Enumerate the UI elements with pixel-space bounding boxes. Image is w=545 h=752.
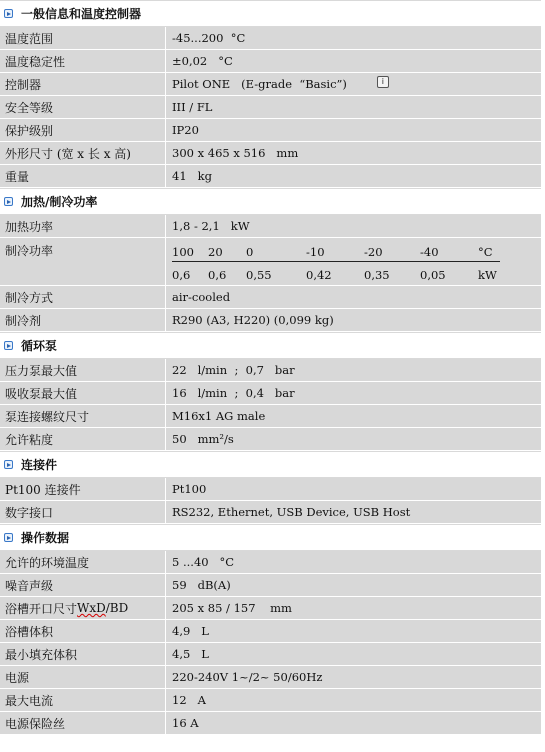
row-label: 保护级别 bbox=[0, 119, 166, 141]
row-label: 重量 bbox=[0, 165, 166, 187]
table-row bbox=[0, 428, 541, 451]
cooling-temp: -10 bbox=[306, 244, 325, 259]
controller-value: Pilot ONE (E-grade “Basic”) bbox=[172, 77, 347, 91]
cooling-power-row bbox=[172, 262, 500, 284]
spellcheck-word: WxD bbox=[77, 601, 106, 615]
section-title: 循环泵 bbox=[21, 339, 58, 353]
cooling-power-unit: kW bbox=[478, 267, 497, 282]
table-row bbox=[0, 309, 541, 332]
table-row bbox=[0, 643, 541, 666]
section-header-connections[interactable] bbox=[0, 451, 541, 478]
table-row bbox=[0, 215, 541, 238]
row-label: 吸收泵最大值 bbox=[0, 382, 166, 404]
row-label: 允许的环境温度 bbox=[0, 551, 166, 573]
section-title: 加热/制冷功率 bbox=[21, 195, 98, 209]
row-value: -45...200 °C bbox=[172, 31, 246, 45]
row-value: 59 dB(A) bbox=[172, 578, 231, 592]
cooling-power: 0,42 bbox=[306, 267, 332, 282]
table-row bbox=[0, 620, 541, 643]
row-label: 压力泵最大值 bbox=[0, 359, 166, 381]
row-value: III / FL bbox=[172, 100, 213, 114]
section-header-general[interactable] bbox=[0, 0, 541, 27]
row-value: air-cooled bbox=[172, 290, 231, 304]
row-label: 最小填充体积 bbox=[0, 643, 166, 665]
row-value: M16x1 AG male bbox=[172, 409, 266, 423]
row-value: 205 x 85 / 157 mm bbox=[172, 601, 292, 615]
table-row bbox=[0, 382, 541, 405]
row-value: ±0,02 °C bbox=[172, 54, 233, 68]
section-title: 连接件 bbox=[21, 458, 58, 472]
table-row bbox=[0, 165, 541, 188]
row-value: 4,5 L bbox=[172, 647, 209, 661]
cooling-power-table bbox=[166, 238, 500, 284]
row-label: 电源保险丝 bbox=[0, 712, 166, 734]
table-row bbox=[0, 574, 541, 597]
cooling-temp-row bbox=[172, 242, 500, 262]
section-title: 一般信息和温度控制器 bbox=[21, 7, 142, 21]
section-header-pump[interactable] bbox=[0, 332, 541, 359]
table-row bbox=[0, 478, 541, 501]
cooling-power: 0,6 bbox=[172, 267, 191, 282]
table-row bbox=[0, 666, 541, 689]
table-row bbox=[0, 286, 541, 309]
row-label: 最大电流 bbox=[0, 689, 166, 711]
section-expand-icon[interactable] bbox=[4, 341, 13, 350]
row-label: Pt100 连接件 bbox=[0, 478, 166, 500]
table-row bbox=[0, 359, 541, 382]
row-label: 温度范围 bbox=[0, 27, 166, 49]
row-label: 加热功率 bbox=[0, 215, 166, 237]
row-value: 16 l/min ; 0,4 bar bbox=[172, 386, 295, 400]
section-expand-icon[interactable] bbox=[4, 197, 13, 206]
row-value: 12 A bbox=[172, 693, 206, 707]
row-value: 41 kg bbox=[172, 169, 212, 183]
cooling-temp: 0 bbox=[246, 244, 254, 259]
row-value: 4,9 L bbox=[172, 624, 209, 638]
row-label: 制冷剂 bbox=[0, 309, 166, 331]
row-label-bath-opening bbox=[0, 597, 166, 619]
cooling-temp: 20 bbox=[208, 244, 223, 259]
cooling-temp: 100 bbox=[172, 244, 194, 259]
row-value: 220-240V 1~/2~ 50/60Hz bbox=[172, 670, 323, 684]
table-row bbox=[0, 689, 541, 712]
row-value: RS232, Ethernet, USB Device, USB Host bbox=[172, 505, 411, 519]
label-text: /BD bbox=[105, 601, 129, 615]
row-label: 噪音声级 bbox=[0, 574, 166, 596]
row-value: R290 (A3, H220) (0,099 kg) bbox=[172, 313, 334, 327]
row-value: 5 ...40 °C bbox=[172, 555, 235, 569]
cooling-power: 0,6 bbox=[208, 267, 227, 282]
info-icon[interactable]: i bbox=[377, 76, 389, 88]
table-row bbox=[0, 405, 541, 428]
cooling-power: 0,55 bbox=[246, 267, 272, 282]
row-label: 泵连接螺纹尺寸 bbox=[0, 405, 166, 427]
row-value-controller bbox=[166, 73, 541, 95]
section-header-operating-data[interactable] bbox=[0, 524, 541, 551]
row-label: 温度稳定性 bbox=[0, 50, 166, 72]
row-value: 22 l/min ; 0,7 bar bbox=[172, 363, 295, 377]
table-row bbox=[0, 27, 541, 50]
row-label: 外形尺寸 (宽 x 长 x 高) bbox=[0, 142, 166, 164]
table-row bbox=[0, 712, 541, 735]
table-row bbox=[0, 50, 541, 73]
row-label: 允许粘度 bbox=[0, 428, 166, 450]
table-row bbox=[0, 551, 541, 574]
table-row bbox=[0, 119, 541, 142]
section-header-heating-cooling[interactable] bbox=[0, 188, 541, 215]
row-label: 电源 bbox=[0, 666, 166, 688]
label-text: 浴槽开口尺寸 bbox=[5, 601, 78, 616]
row-value: 16 A bbox=[172, 716, 199, 730]
table-row bbox=[0, 73, 541, 96]
row-label: 浴槽体积 bbox=[0, 620, 166, 642]
cooling-power: 0,35 bbox=[364, 267, 390, 282]
section-expand-icon[interactable] bbox=[4, 9, 13, 18]
section-expand-icon[interactable] bbox=[4, 460, 13, 469]
table-row bbox=[0, 142, 541, 165]
row-label: 控制器 bbox=[0, 73, 166, 95]
row-value: 50 mm²/s bbox=[172, 432, 234, 446]
row-label: 制冷功率 bbox=[0, 238, 166, 285]
cooling-power: 0,05 bbox=[420, 267, 446, 282]
table-row bbox=[0, 501, 541, 524]
row-label: 数字接口 bbox=[0, 501, 166, 523]
cooling-temp: -40 bbox=[420, 244, 439, 259]
cooling-temp: -20 bbox=[364, 244, 383, 259]
row-value: 1,8 - 2,1 kW bbox=[172, 219, 250, 233]
cooling-temp-unit: °C bbox=[478, 244, 493, 259]
table-row bbox=[0, 96, 541, 119]
row-label: 安全等级 bbox=[0, 96, 166, 118]
table-row-cooling-power bbox=[0, 238, 541, 286]
row-value: IP20 bbox=[172, 123, 199, 137]
table-row bbox=[0, 597, 541, 620]
section-expand-icon[interactable] bbox=[4, 533, 13, 542]
row-label: 制冷方式 bbox=[0, 286, 166, 308]
section-title: 操作数据 bbox=[21, 531, 70, 545]
row-value: 300 x 465 x 516 mm bbox=[172, 146, 299, 160]
row-value: Pt100 bbox=[172, 482, 207, 496]
